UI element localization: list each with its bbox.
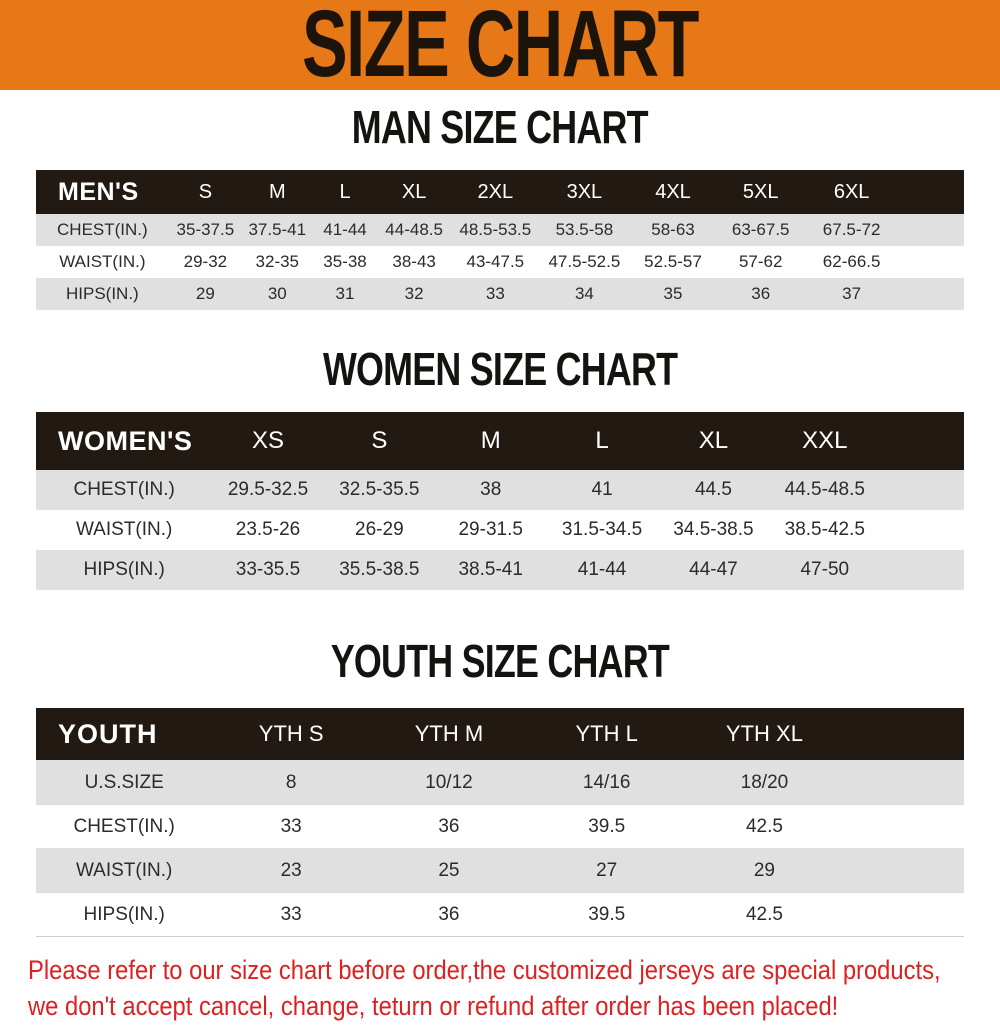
size-col-header: 5XL (717, 170, 804, 214)
table-cell: 34 (540, 278, 629, 310)
table-cell: 26-29 (355, 519, 404, 540)
table-cell: 33 (212, 893, 370, 937)
table-cell: 29 (169, 278, 242, 310)
size-col-header: XXL (769, 412, 880, 470)
mens-header-label: MEN'S (36, 170, 169, 214)
table-cell: 29 (686, 849, 844, 893)
table-row (36, 510, 964, 550)
table-cell: 62-66.5 (822, 252, 881, 271)
mens-size-table (36, 170, 964, 310)
table-cell: 32 (377, 278, 450, 310)
table-cell: 37.5-41 (242, 214, 313, 246)
size-col-header: S (169, 170, 242, 214)
table-cell: 25 (370, 849, 528, 893)
size-col-header: L (313, 170, 378, 214)
table-row (36, 214, 964, 246)
youth-section-heading (0, 635, 1000, 687)
table-cell: 41-44 (546, 550, 657, 590)
table-cell: 38-43 (392, 252, 436, 271)
table-cell: 38.5-42.5 (784, 519, 865, 540)
size-col-header: 2XL (451, 170, 540, 214)
table-cell: 41 (546, 470, 657, 510)
size-col-header: YTH XL (686, 708, 844, 761)
table-cell: 42.5 (686, 805, 844, 849)
table-cell: 35-38 (323, 252, 367, 271)
size-col-header: XL (377, 170, 450, 214)
table-cell: 41-44 (313, 214, 378, 246)
table-cell: 36 (717, 278, 804, 310)
size-col-header: XL (658, 412, 769, 470)
table-cell: 47-50 (769, 550, 880, 590)
womens-size-table (36, 412, 964, 590)
row-spacer (843, 849, 964, 893)
size-col-header: 3XL (540, 170, 629, 214)
table-cell: 29-32 (183, 252, 228, 271)
size-col-header: XS (212, 412, 323, 470)
banner (0, 0, 1000, 98)
womens-header-row (36, 412, 964, 470)
table-cell: 53.5-58 (540, 214, 629, 246)
table-cell: 18/20 (686, 761, 844, 805)
table-cell: 44.5-48.5 (769, 470, 880, 510)
header-spacer (880, 412, 964, 470)
table-cell: 37 (804, 278, 899, 310)
table-cell: 29-31.5 (458, 519, 523, 540)
youth-heading-text: YOUTH SIZE CHART (330, 635, 670, 687)
table-cell: 31 (313, 278, 378, 310)
youth-size-table (36, 708, 964, 937)
table-cell: 42.5 (686, 893, 844, 937)
size-col-header: M (435, 412, 546, 470)
size-col-header: YTH S (212, 708, 370, 761)
table-cell: 34.5-38.5 (673, 519, 754, 540)
table-row (36, 470, 964, 510)
table-cell: 35.5-38.5 (324, 550, 435, 590)
man-heading-text: MAN SIZE CHART (351, 101, 649, 153)
table-cell: 58-63 (629, 214, 717, 246)
size-col-header: S (324, 412, 435, 470)
table-row (36, 805, 964, 849)
table-cell: 35 (629, 278, 717, 310)
table-row (36, 761, 964, 805)
header-spacer (843, 708, 964, 761)
table-cell: 33-35.5 (212, 550, 323, 590)
row-spacer (899, 278, 964, 310)
table-cell: 38.5-41 (435, 550, 546, 590)
table-cell: 35-37.5 (169, 214, 242, 246)
table-row (36, 893, 964, 937)
table-cell: 36 (370, 893, 528, 937)
table-cell: 32-35 (255, 252, 300, 271)
row-label: CHEST(IN.) (36, 470, 212, 510)
row-spacer (843, 893, 964, 937)
row-spacer (899, 246, 964, 278)
women-heading-text: WOMEN SIZE CHART (322, 343, 678, 395)
row-label: WAIST(IN.) (75, 519, 173, 540)
row-label: WAIST(IN.) (36, 849, 212, 893)
table-row (36, 246, 964, 278)
table-cell: 67.5-72 (804, 214, 899, 246)
table-cell: 44.5 (658, 470, 769, 510)
header-spacer (899, 170, 964, 214)
table-cell: 57-62 (738, 252, 783, 271)
table-cell: 32.5-35.5 (324, 470, 435, 510)
youth-header-row (36, 708, 964, 761)
womens-header-label: WOMEN'S (36, 412, 212, 470)
table-cell: 38 (435, 470, 546, 510)
table-cell: 63-67.5 (717, 214, 804, 246)
row-spacer (899, 214, 964, 246)
table-row (36, 278, 964, 310)
table-cell: 39.5 (528, 805, 686, 849)
footnote (28, 953, 1000, 1025)
row-label: CHEST(IN.) (36, 214, 169, 246)
table-cell: 8 (212, 761, 370, 805)
row-label: CHEST(IN.) (36, 805, 212, 849)
size-col-header: 4XL (629, 170, 717, 214)
table-cell: 43-47.5 (466, 252, 525, 271)
size-col-header: M (242, 170, 313, 214)
size-col-header: L (546, 412, 657, 470)
size-col-header: YTH M (370, 708, 528, 761)
row-spacer (880, 510, 964, 550)
mens-header-row (36, 170, 964, 214)
row-label: WAIST(IN.) (59, 252, 146, 271)
table-cell: 14/16 (528, 761, 686, 805)
table-cell: 44-48.5 (377, 214, 450, 246)
table-cell: 23.5-26 (235, 519, 301, 540)
table-cell: 27 (528, 849, 686, 893)
table-cell: 30 (242, 278, 313, 310)
table-cell: 48.5-53.5 (451, 214, 540, 246)
table-cell: 33 (212, 805, 370, 849)
table-cell: 31.5-34.5 (561, 519, 643, 540)
footnote-line-2: we don't accept cancel, change, teturn or refund after order has been placed! (28, 990, 839, 1021)
table-row (36, 550, 964, 590)
table-cell: 52.5-57 (644, 252, 702, 271)
footnote-line-1: Please refer to our size chart before order,the customized jerseys are special products, (28, 955, 941, 985)
row-spacer (880, 550, 964, 590)
row-spacer (880, 470, 964, 510)
page-title: SIZE CHART (302, 0, 698, 98)
table-cell: 10/12 (370, 761, 528, 805)
table-cell: 23 (212, 849, 370, 893)
table-cell: 39.5 (528, 893, 686, 937)
table-cell: 29.5-32.5 (212, 470, 323, 510)
size-col-header: 6XL (804, 170, 899, 214)
row-spacer (843, 761, 964, 805)
row-label: U.S.SIZE (36, 761, 212, 805)
table-cell: 36 (370, 805, 528, 849)
table-cell: 33 (451, 278, 540, 310)
size-col-header: YTH L (528, 708, 686, 761)
row-label: HIPS(IN.) (36, 278, 169, 310)
man-section-heading (0, 101, 1000, 153)
women-section-heading (0, 343, 1000, 395)
table-cell: 44-47 (658, 550, 769, 590)
youth-header-label: YOUTH (36, 708, 212, 761)
table-cell: 47.5-52.5 (548, 252, 621, 271)
row-spacer (843, 805, 964, 849)
row-label: HIPS(IN.) (36, 893, 212, 937)
row-label: HIPS(IN.) (36, 550, 212, 590)
table-row (36, 849, 964, 893)
